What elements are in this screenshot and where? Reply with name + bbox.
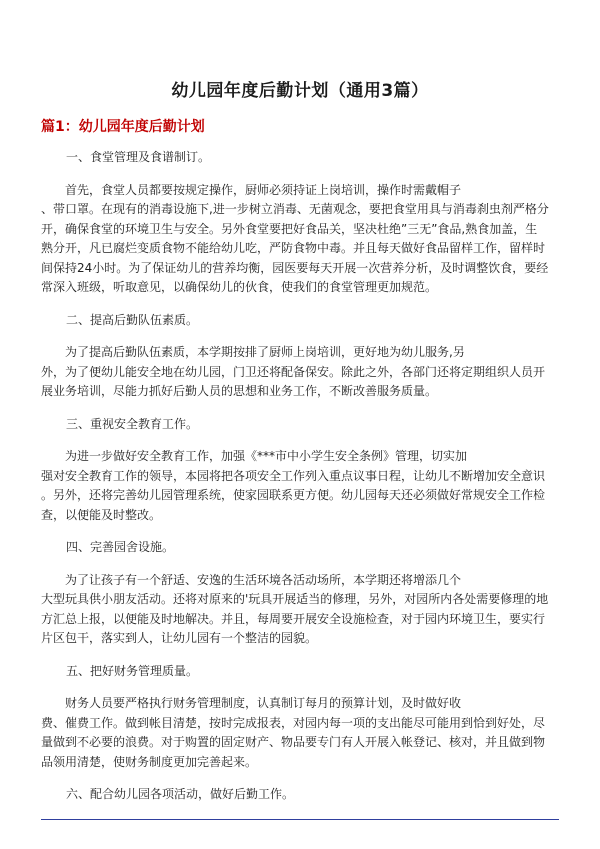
heading-staff-quality: 二、提高后勤队伍素质。 [66, 312, 199, 327]
paragraph-line: 、带口罩。在现有的消毒设施下,进一步树立消毒、无菌观念，要把食堂用具与消毒刹虫剂严格分 [41, 202, 549, 216]
paragraph-line: 为了提高后勤队伍素质，本学期按排了厨师上岗培训，更好地为幼儿服务,另 [65, 345, 465, 359]
paragraph-line: 方汇总上报，以便能及时地解决。并且，每周要开展安全设施检查，对于园内环境卫生，要实行 [41, 611, 546, 626]
heading-facilities: 四、完善园舍设施。 [66, 540, 175, 554]
paragraph-line: 为进一步做好安全教育工作，加强《***市中小学生安全条例》管理，切实加 [65, 449, 468, 463]
document-title: 幼儿园年度后勤计划（通用3篇） [171, 81, 429, 101]
paragraph-facilities [41, 571, 561, 649]
heading-safety-education: 三、重视安全教育工作。 [66, 416, 199, 431]
paragraph-line: 查，以便能及时整改。 [41, 507, 162, 522]
paragraph-line: 。另外，还将完善幼儿园管理系统，使家园联系更方便。幼儿园每天还必须做好常规安全工作检 [41, 488, 546, 502]
footer-divider [41, 819, 559, 820]
paragraph-safety-education [41, 447, 561, 525]
paragraph-line: 熟分开，凡已腐烂变质食物不能给幼儿吃，严防食物中毒。并且每天做好食品留样工作，留样时 [41, 241, 546, 255]
paragraph-staff-quality [41, 343, 561, 402]
paragraph-line: 开，确保食堂的环境卫生与安全。另外食堂要把好食品关，坚决杜绝”三无”食品,熟食加盖，生 [41, 221, 538, 236]
paragraph-line: 间保持24小时。为了保证幼儿的营养均衡，园医要每天开展一次营养分析，及时调整饮食，要经 [41, 260, 549, 275]
paragraph-line: 财务人员要严格执行财务管理制度，认真制订每月的预算计划，及时做好收 [65, 696, 462, 710]
paragraph-line: 外，为了便幼儿能安全地在幼儿园，门卫还将配备保安。除此之外，各部门还将定期组织人员开 [41, 364, 546, 379]
heading-canteen: 一、食堂管理及食谱制订。 [66, 150, 211, 164]
paragraph-canteen [41, 181, 561, 298]
heading-finance: 五、把好财务管理质量。 [66, 663, 199, 678]
heading-activities: 六、配合幼儿园各项活动，做好后勤工作。 [66, 787, 295, 801]
paragraph-finance [41, 694, 561, 772]
paragraph-line: 首先，食堂人员都要按规定操作，厨师必须持证上岗培训，操作时需戴帽子 [65, 182, 462, 197]
paragraph-line: 片区包干，落实到人，让幼儿园有一个整洁的园貌。 [41, 631, 318, 645]
paragraph-line: 展业务培训，尽能力抓好后勤人员的思想和业务工作，不断改善服务质量。 [41, 384, 438, 398]
paragraph-line: 费、催费工作。做到帐目清楚，按时完成报表，对园内每一项的支出能尽可能用到恰到好处，尽 [41, 715, 546, 730]
paragraph-line: 为了让孩子有一个舒适、安逸的生活环境各活动场所，本学期还将增添几个 [65, 572, 462, 587]
paragraph-line: 强对安全教育工作的领导，本园将把各项安全工作列入重点议事日程，让幼儿不断增加安全意识 [41, 468, 546, 483]
paragraph-line: 常深入班级，听取意见，以确保幼儿的伙食，使我们的食堂管理更加规范。 [41, 280, 438, 294]
document-body [41, 148, 561, 818]
paragraph-line: 品领用清楚，使财务制度更加完善起来。 [41, 754, 258, 769]
paragraph-line: 大型玩具供小朋友活动。还将对原来的'玩具开展适当的修理，另外，对园所内各处需要修理的地 [41, 592, 549, 606]
paragraph-line: 量做到不必要的浪费。对于购置的固定财产、物品要专门有人开展入帐登记、核对，并且做到物 [41, 735, 546, 749]
section-title: 篇1：幼儿园年度后勤计划 [41, 119, 205, 135]
